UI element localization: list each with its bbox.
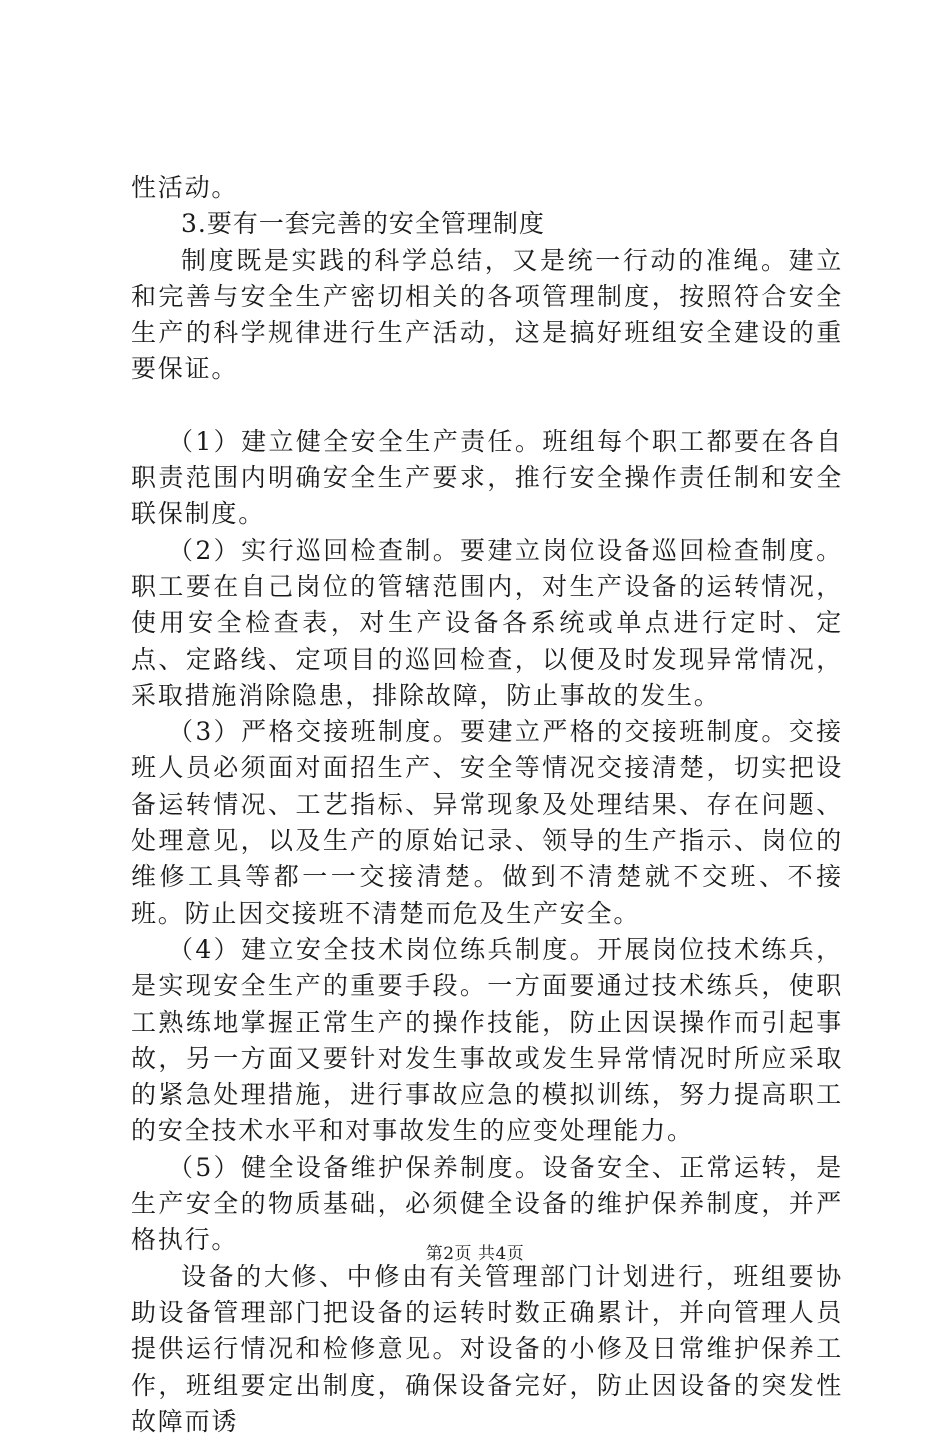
paragraph-item-2: （2）实行巡回检查制。要建立岗位设备巡回检查制度。职工要在自己岗位的管辖范围内，对生产设备的运转情况，使用安全检查表，对生产设备各系统或单点进行定时、定点、定路线、定项目的巡回检查，以便及时发现异常情况，采取措施消除隐患，排除故障，防止事故的发生。 xyxy=(131,535,843,710)
paragraph-item-4: （4）建立安全技术岗位练兵制度。开展岗位技术练兵，是实现安全生产的重要手段。一方面要通过技术练兵，使职工熟练地掌握正常生产的操作技能，防止因误操作而引起事故，另一方面又要针对发生事故或发生异常情况时所应采取的紧急处理措施，进行事故应急的模拟训练，努力提高职工的安全技术水平和对事故发生的应变处理能力。 xyxy=(131,934,843,1146)
paragraph-item-1: （1）建立健全安全生产责任。班组每个职工都要在各自职责范围内明确安全生产要求，推行安全操作责任制和安全联保制度。 xyxy=(131,426,843,529)
section-heading: 3.要有一套完善的安全管理制度 xyxy=(181,209,545,239)
paragraph-item-5: （5）健全设备维护保养制度。设备安全、正常运转，是生产安全的物质基础，必须健全设备的维护保养制度，并严格执行。 xyxy=(131,1152,843,1255)
paragraph-equipment: 设备的大修、中修由有关管理部门计划进行，班组要协助设备管理部门把设备的运转时数正确累计，并向管理人员提供运行情况和检修意见。对设备的小修及日常维护保养工作，班组要定出制度，确保设备完好，防止因设备的突发性故障而诱 xyxy=(131,1261,843,1436)
paragraph-intro: 制度既是实践的科学总结，又是统一行动的准绳。建立和完善与安全生产密切相关的各项管理制度，按照符合安全生产的科学规律进行生产活动，这是搞好班组安全建设的重要保证。 xyxy=(131,245,843,384)
paragraph-item-3: （3）严格交接班制度。要建立严格的交接班制度。交接班人员必须面对面招生产、安全等情况交接清楚，切实把设备运转情况、工艺指标、异常现象及处理结果、存在问题、处理意见，以及生产的原始记录、领导的生产指示、岗位的维修工具等都一一交接清楚。做到不清楚就不交班、不接班。防止因交接班不清楚而危及生产安全。 xyxy=(131,717,843,928)
page-footer: 第2页 共4页 xyxy=(425,1244,525,1264)
paragraph-continuation: 性活动。 xyxy=(131,173,239,202)
